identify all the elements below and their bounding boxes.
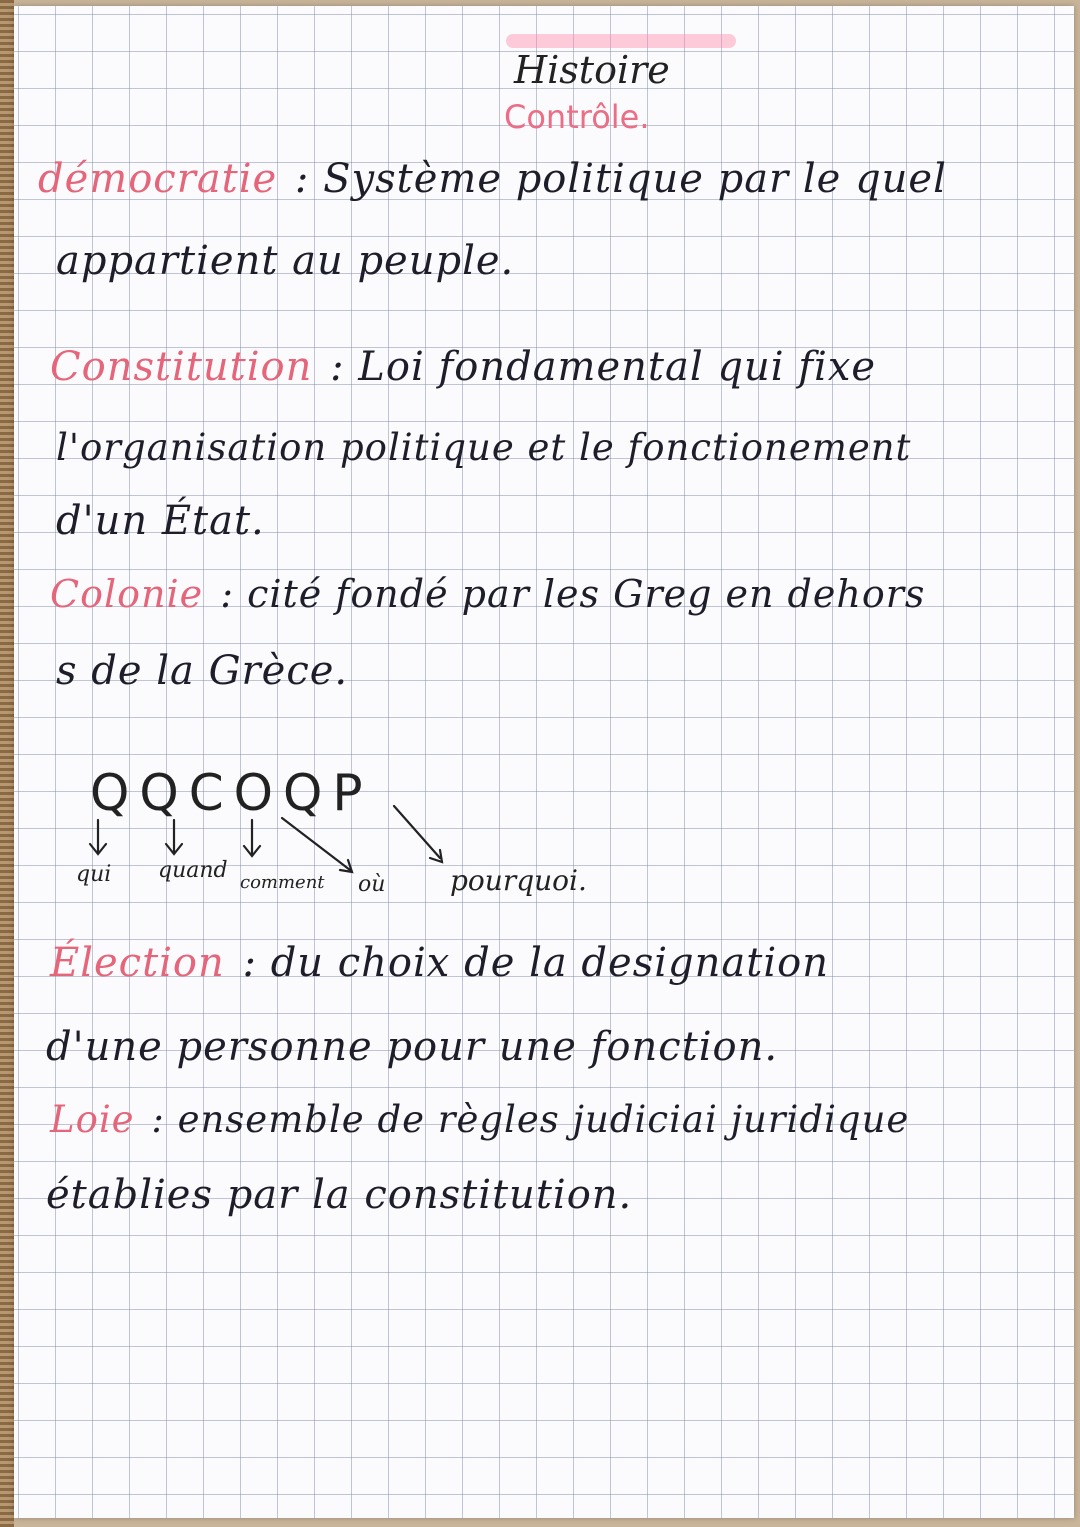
definition-text: cité fondé par les Greg en dehors [247, 572, 926, 616]
term-constitution: Constitution [46, 344, 316, 390]
qqcoqp-label-pourquoi: pourquoi. [450, 864, 587, 897]
term-democratie: démocratie [34, 156, 281, 202]
qqcoqp-letters: QQCOQP [90, 764, 373, 822]
definition-loie: Loie : ensemble de règles judiciai juridique [46, 1098, 909, 1141]
term-election: Élection [46, 940, 229, 986]
definition-text: établies par la constitution. [46, 1172, 633, 1218]
qqcoqp-label-comment: comment [240, 872, 325, 893]
term-colonie: Colonie [46, 572, 207, 616]
definition-text: Système politique par le quel [323, 156, 947, 202]
qqcoqp-label-ou: où [358, 872, 386, 897]
definition-colonie: Colonie : cité fondé par les Greg en dehors [46, 572, 925, 616]
definition-democratie: démocratie : Système politique par le quel [34, 156, 947, 202]
notebook-page [14, 6, 1074, 1518]
page-title: Histoire [514, 48, 670, 92]
definition-election: Élection : du choix de la designation [46, 940, 829, 986]
definition-text: appartient au peuple. [56, 238, 515, 284]
definition-text: ensemble de règles judiciai juridique [177, 1098, 910, 1141]
definition-constitution: Constitution : Loi fondamental qui fixe [46, 344, 876, 390]
page-subtitle: Contrôle. [504, 98, 650, 136]
term-loie: Loie [46, 1098, 139, 1141]
qqcoqp-arrows [14, 6, 1074, 1518]
notebook-binding [0, 0, 14, 1527]
definition-text: s de la Grèce. [56, 648, 349, 694]
definition-text: l'organisation politique et le fonctionement [56, 426, 912, 469]
definition-text: du choix de la designation [270, 940, 829, 986]
qqcoqp-label-quand: quand [158, 858, 228, 883]
definition-text: d'un État. [56, 498, 265, 544]
definition-text: Loi fondamental qui fixe [358, 344, 877, 390]
qqcoqp-label-qui: qui [76, 862, 112, 887]
definition-text: d'une personne pour une fonction. [46, 1024, 779, 1070]
